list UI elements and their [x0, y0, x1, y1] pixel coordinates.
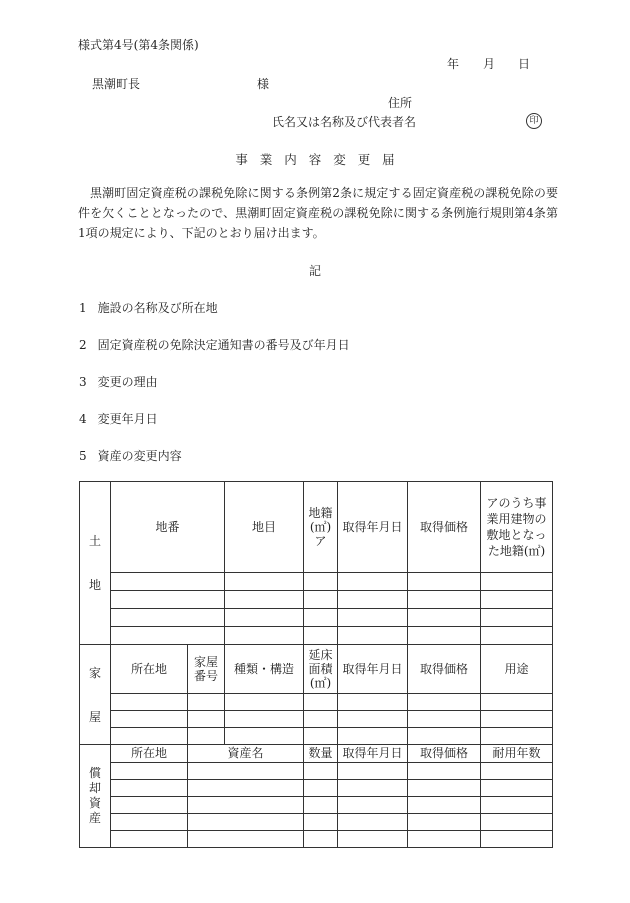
land-business-area-header	[481, 482, 553, 573]
header-line: ア	[314, 534, 327, 548]
asset-date-cell[interactable]	[338, 780, 408, 797]
section-char: 償	[88, 766, 101, 780]
seal-icon: 印	[526, 113, 542, 129]
asset-name-cell[interactable]	[188, 763, 304, 780]
asset-data-row	[80, 780, 553, 797]
asset-acquired-date-header: 取得年月日	[338, 745, 408, 763]
house-number-cell[interactable]	[188, 711, 225, 728]
house-number-cell[interactable]	[188, 728, 225, 745]
house-price-cell[interactable]	[408, 711, 481, 728]
header-line: 業用建物の	[486, 512, 547, 526]
asset-price-cell[interactable]	[408, 831, 481, 848]
house-number-cell[interactable]	[188, 694, 225, 711]
house-header-row	[80, 645, 553, 694]
house-data-row	[80, 694, 553, 711]
house-section-label	[80, 645, 111, 745]
land-area-header	[304, 482, 338, 573]
house-type-cell[interactable]	[225, 711, 304, 728]
asset-location-cell[interactable]	[111, 797, 188, 814]
house-price-cell[interactable]	[408, 728, 481, 745]
item-label: 変更の理由	[97, 375, 158, 389]
asset-life-cell[interactable]	[481, 763, 553, 780]
house-data-row	[80, 728, 553, 745]
section-char: 地	[88, 578, 101, 592]
house-floor-area-header	[304, 645, 338, 694]
house-location-cell[interactable]	[111, 694, 188, 711]
asset-life-cell[interactable]	[481, 831, 553, 848]
land-price-cell[interactable]	[408, 591, 481, 609]
land-lot-cell[interactable]	[111, 609, 225, 627]
house-location-cell[interactable]	[111, 711, 188, 728]
house-use-cell[interactable]	[481, 728, 553, 745]
house-date-cell[interactable]	[338, 711, 408, 728]
house-number-header	[188, 645, 225, 694]
asset-name-cell[interactable]	[188, 780, 304, 797]
header-line: た地籍(㎡)	[487, 544, 546, 558]
land-area-cell[interactable]	[304, 573, 338, 591]
land-lot-cell[interactable]	[111, 591, 225, 609]
land-date-cell[interactable]	[338, 591, 408, 609]
asset-price-cell[interactable]	[408, 814, 481, 831]
land-category-cell[interactable]	[225, 591, 304, 609]
item-label: 固定資産税の免除決定通知書の番号及び年月日	[97, 338, 350, 352]
land-category-cell[interactable]	[225, 609, 304, 627]
date-day-label: 日	[518, 57, 531, 71]
land-section-label	[80, 482, 111, 645]
land-area-cell[interactable]	[304, 591, 338, 609]
asset-useful-life-header: 耐用年数	[481, 745, 553, 763]
asset-date-cell[interactable]	[338, 763, 408, 780]
asset-quantity-cell[interactable]	[304, 780, 338, 797]
land-acquired-date-header: 取得年月日	[338, 482, 408, 573]
house-area-cell[interactable]	[304, 711, 338, 728]
section-char: 土	[88, 534, 101, 548]
house-area-cell[interactable]	[304, 728, 338, 745]
asset-price-cell[interactable]	[408, 797, 481, 814]
item-label: 施設の名称及び所在地	[97, 301, 218, 315]
land-price-cell[interactable]	[408, 573, 481, 591]
house-use-cell[interactable]	[481, 711, 553, 728]
addressee-honorific: 様	[257, 77, 270, 91]
item-1	[79, 299, 218, 316]
land-data-row	[80, 627, 553, 645]
asset-price-cell[interactable]	[408, 763, 481, 780]
asset-location-cell[interactable]	[111, 763, 188, 780]
header-line: 地籍	[308, 506, 333, 520]
house-use-header: 用途	[481, 645, 553, 694]
house-type-structure-header: 種類・構造	[225, 645, 304, 694]
house-price-cell[interactable]	[408, 694, 481, 711]
header-line: (㎡)	[309, 520, 332, 534]
land-date-cell[interactable]	[338, 573, 408, 591]
house-acquired-price-header: 取得価格	[408, 645, 481, 694]
land-business-area-cell[interactable]	[481, 609, 553, 627]
body-text: 黒潮町固定資産税の課税免除に関する条例第2条に規定する固定資産税の課税免除の要件を欠くこととなったので、黒潮町固定資産税の課税免除に関する条例施行規則第4条第1項の規定により、下記のとおり届け出ます。	[78, 186, 558, 240]
land-lot-number-header: 地番	[111, 482, 225, 573]
house-acquired-date-header: 取得年月日	[338, 645, 408, 694]
seal-mark	[526, 112, 542, 129]
asset-header-row	[80, 745, 553, 763]
header-line: 敷地となっ	[486, 528, 547, 542]
land-business-area-cell[interactable]	[481, 627, 553, 645]
document-title: 事 業 内 容 変 更 届	[235, 152, 395, 167]
header-line: 番号	[194, 669, 219, 683]
section-char: 産	[88, 811, 101, 825]
addressee-name: 黒潮町長	[92, 77, 141, 91]
land-header-row	[80, 482, 553, 573]
asset-date-cell[interactable]	[338, 814, 408, 831]
asset-change-table	[79, 481, 553, 848]
date-month-label: 月	[483, 57, 496, 71]
land-price-cell[interactable]	[408, 627, 481, 645]
item-4	[79, 410, 158, 427]
asset-life-cell[interactable]	[481, 814, 553, 831]
asset-price-cell[interactable]	[408, 780, 481, 797]
asset-quantity-header: 数量	[304, 745, 338, 763]
asset-date-cell[interactable]	[338, 797, 408, 814]
asset-name-cell[interactable]	[188, 814, 304, 831]
ki-heading: 記	[308, 264, 321, 278]
house-use-cell[interactable]	[481, 694, 553, 711]
item-label: 資産の変更内容	[97, 449, 182, 463]
land-date-cell[interactable]	[338, 627, 408, 645]
land-category-cell[interactable]	[225, 627, 304, 645]
asset-name-header: 資産名	[188, 745, 304, 763]
land-category-header: 地目	[225, 482, 304, 573]
land-data-row	[80, 573, 553, 591]
asset-name-cell[interactable]	[188, 797, 304, 814]
land-area-cell[interactable]	[304, 609, 338, 627]
land-business-area-cell[interactable]	[481, 591, 553, 609]
house-date-cell[interactable]	[338, 728, 408, 745]
land-category-cell[interactable]	[225, 573, 304, 591]
section-char: 却	[88, 781, 101, 795]
item-number: 1	[79, 301, 87, 315]
asset-quantity-cell[interactable]	[304, 763, 338, 780]
asset-data-row	[80, 814, 553, 831]
asset-location-cell[interactable]	[111, 780, 188, 797]
item-number: 2	[79, 338, 87, 352]
asset-quantity-cell[interactable]	[304, 797, 338, 814]
item-label: 変更年月日	[97, 412, 158, 426]
house-type-cell[interactable]	[225, 694, 304, 711]
asset-life-cell[interactable]	[481, 797, 553, 814]
house-data-row	[80, 711, 553, 728]
item-2	[79, 336, 350, 353]
header-line: 面積	[308, 662, 333, 676]
house-location-cell[interactable]	[111, 728, 188, 745]
land-data-row	[80, 609, 553, 627]
form-number: 様式第4号(第4条関係)	[78, 38, 199, 52]
house-type-cell[interactable]	[225, 728, 304, 745]
asset-quantity-cell[interactable]	[304, 814, 338, 831]
land-business-area-cell[interactable]	[481, 573, 553, 591]
item-3	[79, 373, 158, 390]
body-paragraph	[78, 183, 558, 243]
asset-location-cell[interactable]	[111, 831, 188, 848]
item-number: 5	[79, 449, 87, 463]
asset-location-cell[interactable]	[111, 814, 188, 831]
land-area-cell[interactable]	[304, 627, 338, 645]
land-date-cell[interactable]	[338, 609, 408, 627]
item-5	[79, 447, 182, 464]
applicant-name-label: 氏名又は名称及び代表者名	[272, 115, 417, 129]
asset-location-header: 所在地	[111, 745, 188, 763]
header-line: アのうち事	[486, 496, 547, 510]
asset-name-cell[interactable]	[188, 831, 304, 848]
section-char: 屋	[88, 709, 101, 724]
house-date-cell[interactable]	[338, 694, 408, 711]
item-number: 3	[79, 375, 87, 389]
house-location-header: 所在地	[111, 645, 188, 694]
asset-acquired-price-header: 取得価格	[408, 745, 481, 763]
header-line: (㎡)	[309, 676, 332, 690]
item-number: 4	[79, 412, 87, 426]
land-data-row	[80, 591, 553, 609]
header-line: 延床	[308, 648, 333, 662]
applicant-address-label: 住所	[388, 96, 413, 110]
land-price-cell[interactable]	[408, 609, 481, 627]
date-year-label: 年	[447, 57, 460, 71]
house-area-cell[interactable]	[304, 694, 338, 711]
section-char: 資	[88, 796, 101, 810]
asset-date-cell[interactable]	[338, 831, 408, 848]
asset-data-row	[80, 763, 553, 780]
section-char: 家	[88, 665, 101, 680]
asset-quantity-cell[interactable]	[304, 831, 338, 848]
asset-data-row	[80, 797, 553, 814]
asset-data-row	[80, 831, 553, 848]
land-lot-cell[interactable]	[111, 627, 225, 645]
header-line: 家屋	[194, 655, 219, 669]
asset-life-cell[interactable]	[481, 780, 553, 797]
asset-section-label	[80, 745, 111, 848]
land-acquired-price-header: 取得価格	[408, 482, 481, 573]
land-lot-cell[interactable]	[111, 573, 225, 591]
